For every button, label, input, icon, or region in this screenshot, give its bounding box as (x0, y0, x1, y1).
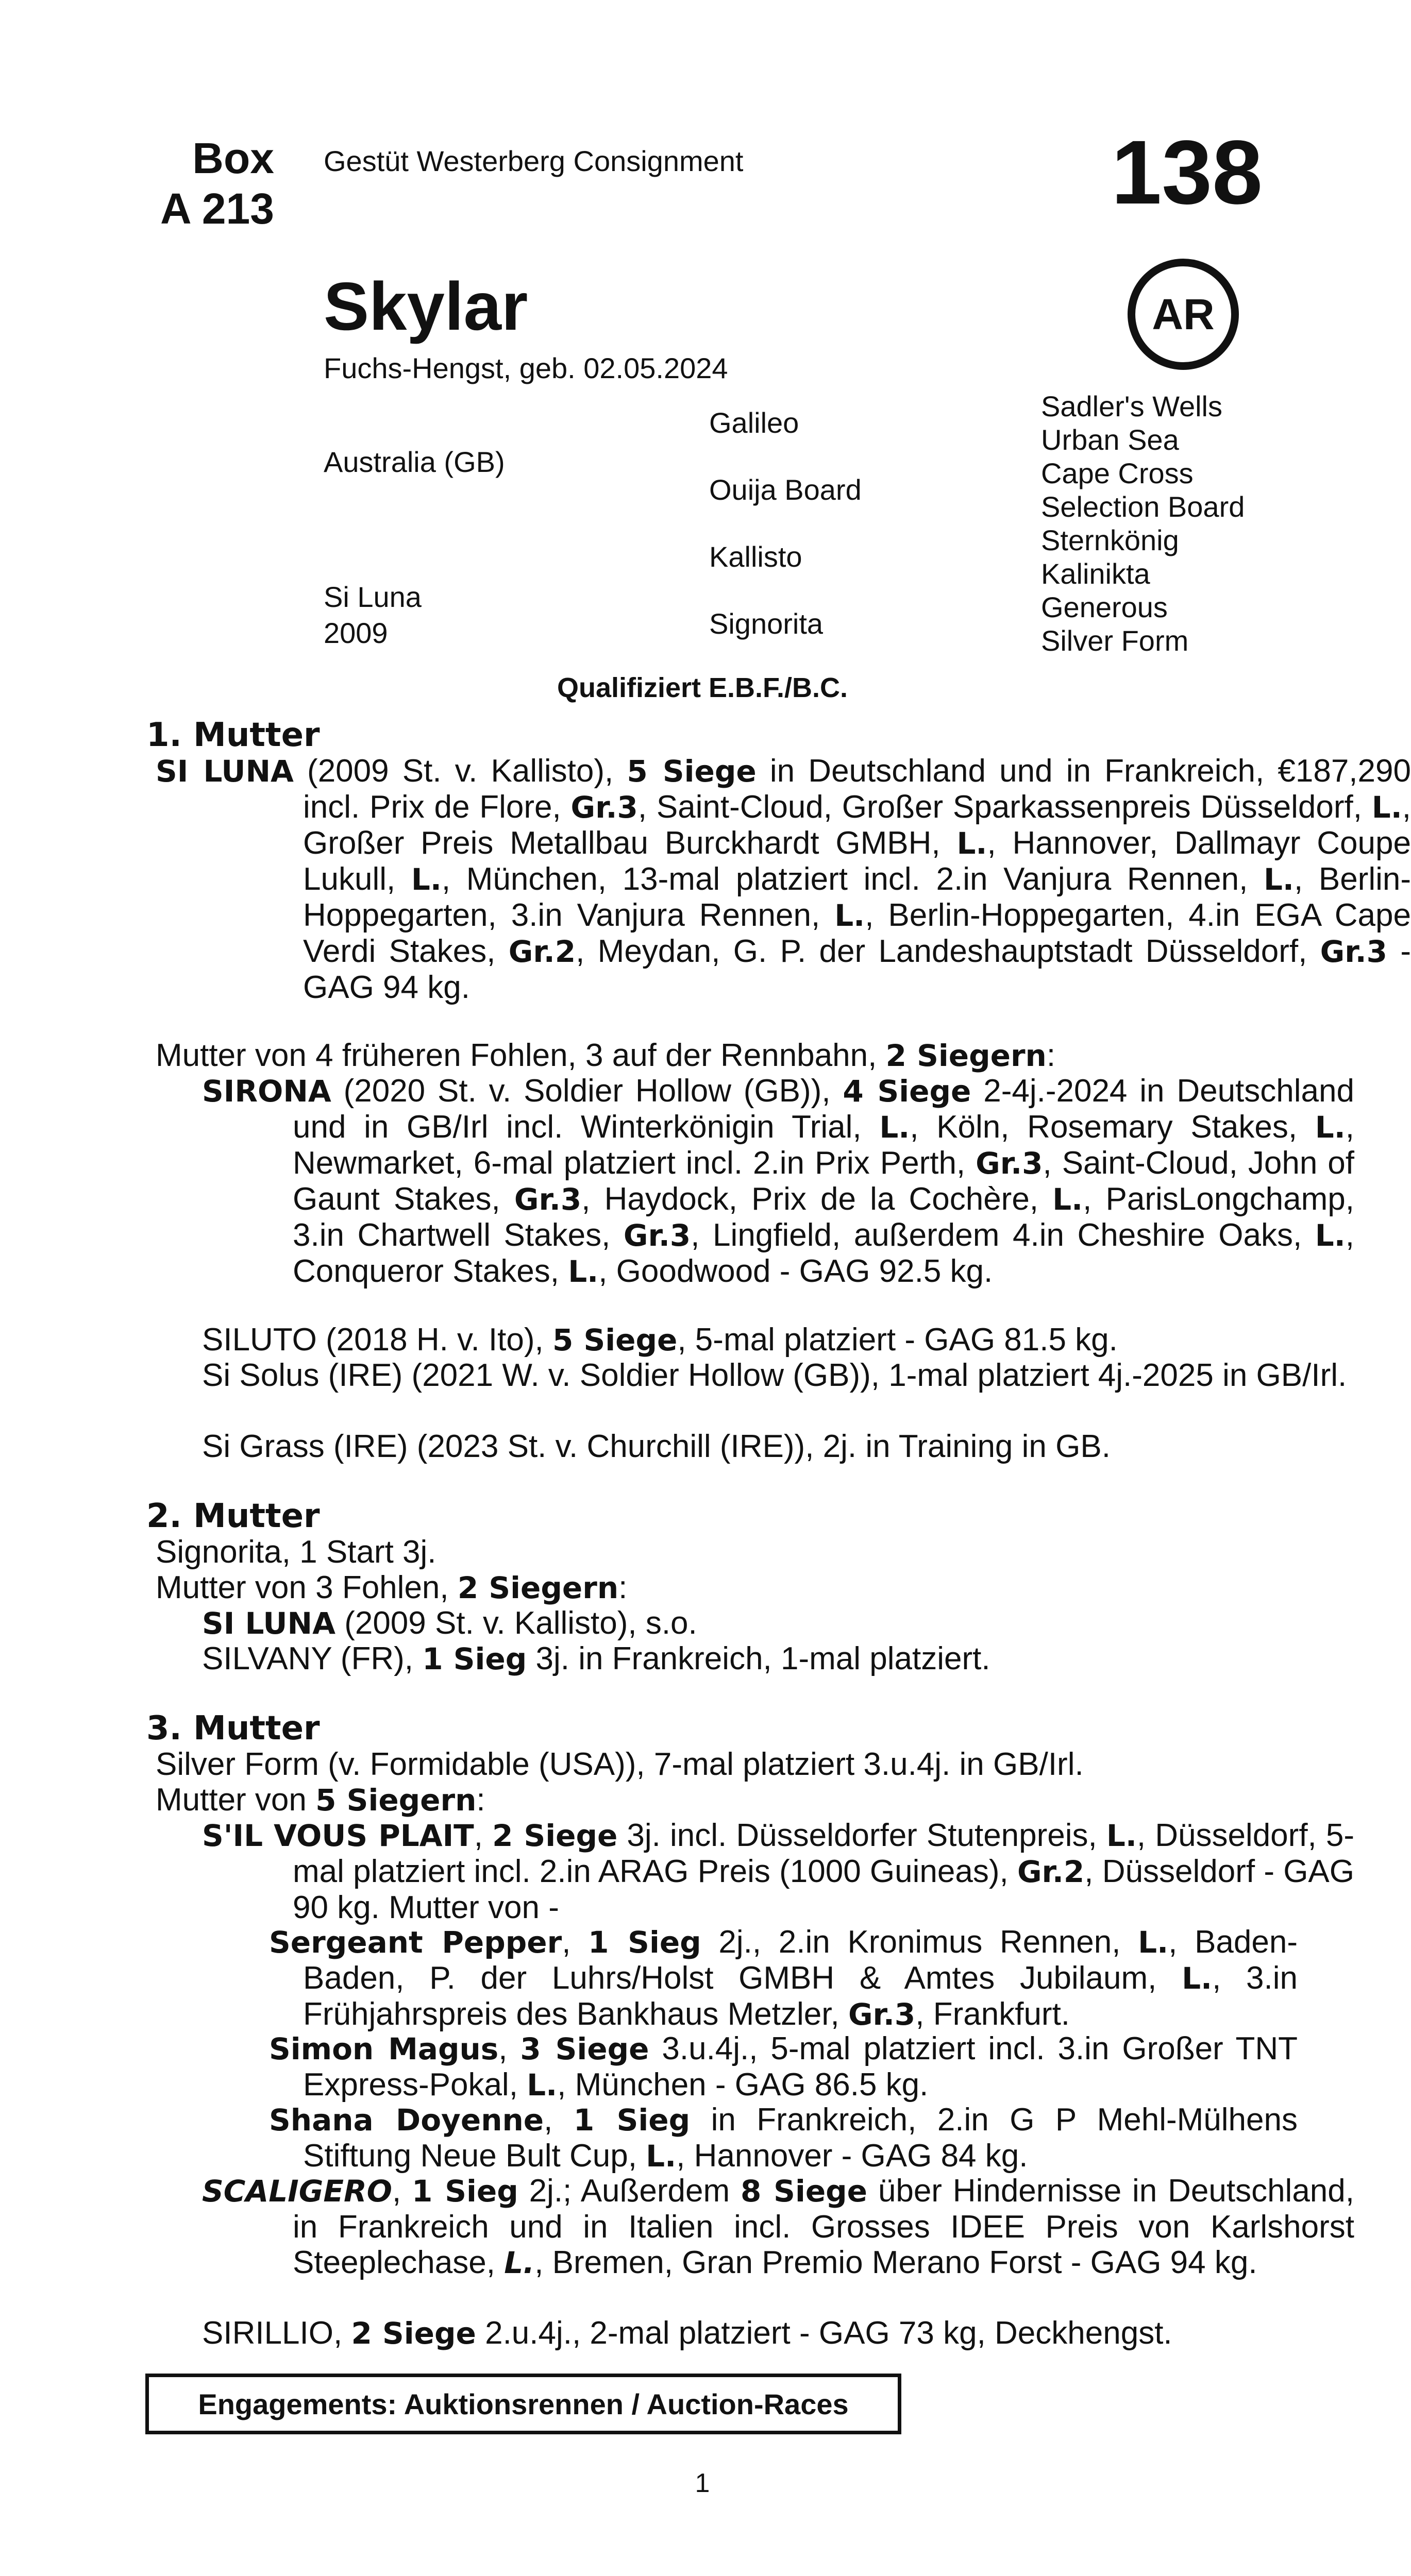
section-heading-mother3: 3. Mutter (146, 1709, 320, 1748)
dam-year: 2009 (324, 617, 388, 649)
box-label (145, 133, 274, 234)
great-grandparent: Sternkönig (1041, 524, 1179, 556)
great-grandparent: Cape Cross (1041, 457, 1194, 489)
grandparent: Ouija Board (709, 473, 862, 506)
grandparent: Signorita (709, 607, 824, 640)
wins: 5 Siege (627, 754, 757, 789)
page-number: 1 (695, 2468, 710, 2498)
offspring-name: SIRONA (202, 1074, 331, 1109)
offspring-record: SCALIGERO, 1 Sieg 2j.; Außerdem 8 Siege über Hindernisse in Deutschland, in Frankreich und in Italien incl. Grosses IDEE Preis von Karlshorst Steeplechase, L., Bremen, Gran Premio Merano Forst - GAG 94 kg. (202, 2173, 1354, 2280)
horse-name: Skylar (324, 268, 528, 344)
third-dam-line: Silver Form (v. Formidable (USA)), 7-mal platziert 3.u.4j. in GB/Irl. (156, 1747, 1084, 1782)
horse-description: Fuchs-Hengst, geb. 02.05.2024 (324, 352, 728, 384)
offspring-record: SI LUNA (2009 St. v. Kallisto), s.o. (202, 1605, 697, 1641)
produce-summary: Mutter von 5 Siegern: (156, 1782, 485, 1818)
offspring-record: SILUTO (2018 H. v. Ito), 5 Siege, 5-mal platziert - GAG 81.5 kg. (202, 1322, 1118, 1358)
sire: Australia (GB) (324, 446, 505, 478)
great-grandparent: Selection Board (1041, 490, 1245, 523)
grandparent: Galileo (709, 406, 799, 439)
great-grandparent: Generous (1041, 591, 1168, 623)
section-heading-mother2: 2. Mutter (146, 1497, 320, 1535)
offspring-record: SILVANY (FR), 1 Sieg 3j. in Frankreich, 1-mal platziert. (202, 1641, 990, 1676)
grandparent: Kallisto (709, 540, 802, 573)
second-dam-line: Signorita, 1 Start 3j. (156, 1534, 436, 1570)
offspring-record: SIRILLIO, 2 Siege 2.u.4j., 2-mal platziert - GAG 73 kg, Deckhengst. (202, 2315, 1172, 2351)
engagements-text: Engagements: Auktionsrennen / Auction-Races (198, 2387, 849, 2420)
section-heading-mother1: 1. Mutter (146, 716, 320, 754)
great-grandparent: Silver Form (1041, 624, 1189, 657)
box-number: A 213 (160, 184, 274, 233)
engagements-box (145, 2374, 901, 2434)
consignor: Gestüt Westerberg Consignment (324, 145, 744, 177)
box-title: Box (192, 134, 274, 182)
offspring-record: Si Grass (IRE) (2023 St. v. Churchill (IRE)), 2j. in Training in GB. (202, 1429, 1111, 1464)
great-grandparent: Urban Sea (1041, 423, 1179, 456)
grand-offspring-record: Shana Doyenne, 1 Sieg in Frankreich, 2.in G P Mehl-Mülhens Stiftung Neue Bult Cup, L., Hannover - GAG 84 kg. (269, 2102, 1298, 2174)
offspring-record: S'IL VOUS PLAIT, 2 Siege 3j. incl. Düsseldorfer Stutenpreis, L., Düsseldorf, 5-mal platziert incl. 2.in ARAG Preis (1000 Guineas), Gr.2, Düsseldorf - GAG 90 kg. Mutter von - (202, 1818, 1355, 1925)
qualification: Qualifiziert E.B.F./B.C. (557, 672, 848, 703)
great-grandparent: Sadler's Wells (1041, 390, 1222, 422)
lot-number: 138 (1111, 122, 1263, 223)
grand-offspring-record: Simon Magus, 3 Siege 3.u.4j., 5-mal platziert incl. 3.in Großer TNT Express-Pokal, L., München - GAG 86.5 kg. (269, 2031, 1298, 2103)
grand-offspring-record: Sergeant Pepper, 1 Sieg 2j., 2.in Kronimus Rennen, L., Baden-Baden, P. der Luhrs/Holst GMBH & Amtes Jubilaum, L., 3.in Frühjahrspreis des Bankhaus Metzler, Gr.3, Frankfurt. (269, 1924, 1298, 2032)
ar-badge: AR (1128, 259, 1239, 370)
dam-name: SI LUNA (156, 754, 294, 789)
dam: Si Luna (324, 581, 422, 613)
produce-summary: Mutter von 4 früheren Fohlen, 3 auf der Rennbahn, 2 Siegern: (156, 1038, 1056, 1073)
produce-summary: Mutter von 3 Fohlen, 2 Siegern: (156, 1570, 628, 1605)
offspring-record: SIRONA (2020 St. v. Soldier Hollow (GB)), 4 Siege 2-4j.-2024 in Deutschland und in GB/Irl incl. Winterkönigin Trial, L., Köln, Rosemary Stakes, L., Newmarket, 6-mal platziert incl. 2.in Prix Perth, Gr.3, Saint-Cloud, John of Gaunt Stakes, Gr.3, Haydock, Prix de la Cochère, L., ParisLongchamp, 3.in Chartwell Stakes, Gr.3, Lingfield, außerdem 4.in Cheshire Oaks, L., Conqueror Stakes, L., Goodwood - GAG 92.5 kg. (202, 1073, 1354, 1289)
great-grandparent: Kalinikta (1041, 557, 1150, 590)
offspring-record: Si Solus (IRE) (2021 W. v. Soldier Hollow (GB)), 1-mal platziert 4j.-2025 in GB/Irl. (202, 1358, 1347, 1393)
dam-record: SI LUNA (2009 St. v. Kallisto), 5 Siege in Deutschland und in Frankreich, €187,290 incl. Prix de Flore, Gr.3, Saint-Cloud, Großer Sparkassenpreis Düsseldorf, L., Großer Preis Metallbau Burckhardt GMBH, L., Hannover, Dallmayr Coupe Lukull, L., München, 13-mal platziert incl. 2.in Vanjura Rennen, L., Berlin-Hoppegarten, 3.in Vanjura Rennen, L., Berlin-Hoppegarten, 4.in EGA Cape Verdi Stakes, Gr.2, Meydan, G. P. der Landeshauptstadt Düsseldorf, Gr.3 - GAG 94 kg. (156, 753, 1411, 1005)
